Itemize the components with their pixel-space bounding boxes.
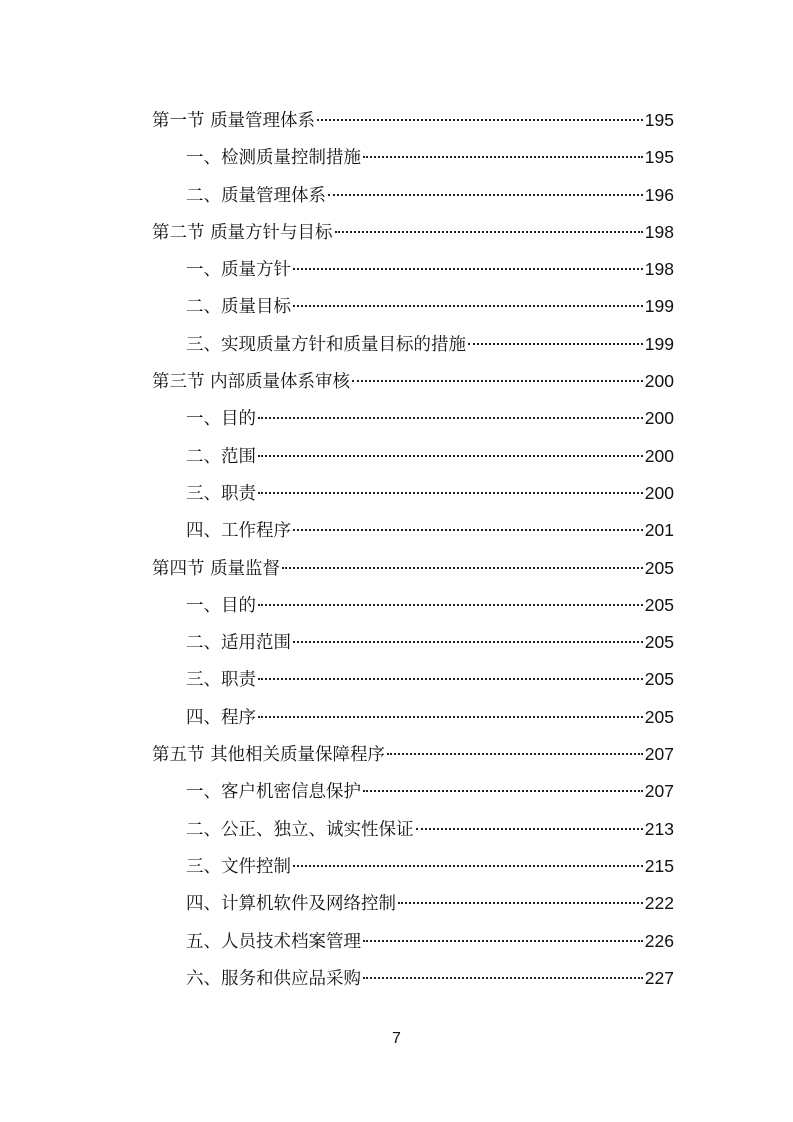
toc-entry-page: 207 <box>644 781 674 802</box>
toc-entry-page: 205 <box>644 669 674 690</box>
toc-entry-title: 一、目的 <box>186 409 256 430</box>
toc-entry-title: 一、目的 <box>186 595 256 616</box>
toc-entry-title: 四、程序 <box>186 707 256 728</box>
toc-entry-page: 222 <box>644 893 674 914</box>
toc-entry-page: 201 <box>644 520 674 541</box>
toc-subsection-entry[interactable] <box>152 885 674 922</box>
toc-entry-page: 198 <box>644 221 674 242</box>
toc-subsection-entry[interactable] <box>152 139 674 176</box>
toc-entry-title: 二、适用范围 <box>186 633 291 654</box>
toc-entry-title: 二、公正、独立、诚实性保证 <box>186 819 414 840</box>
dot-leader <box>317 119 643 121</box>
dot-leader <box>293 305 643 307</box>
toc-entry-title: 三、职责 <box>186 670 256 691</box>
toc-entry-title: 一、客户机密信息保护 <box>186 782 361 803</box>
toc-subsection-entry[interactable] <box>152 288 674 325</box>
toc-entry-title: 二、质量目标 <box>186 297 291 318</box>
dot-leader <box>416 828 643 830</box>
toc-entry-title: 六、服务和供应品采购 <box>186 968 361 989</box>
toc-subsection-entry[interactable] <box>152 438 674 475</box>
dot-leader <box>387 753 643 755</box>
dot-leader <box>293 529 643 531</box>
toc-section-entry[interactable] <box>152 550 674 587</box>
toc-subsection-entry[interactable] <box>152 661 674 698</box>
toc-subsection-entry[interactable] <box>152 326 674 363</box>
dot-leader <box>258 716 643 718</box>
toc-entry-title: 四、计算机软件及网络控制 <box>186 894 396 915</box>
dot-leader <box>335 231 643 233</box>
toc-entry-page: 198 <box>644 259 674 280</box>
toc-entry-title: 一、质量方针 <box>186 260 291 281</box>
dot-leader <box>258 604 643 606</box>
toc-entry-page: 200 <box>644 445 674 466</box>
toc-subsection-entry[interactable] <box>152 587 674 624</box>
toc-entry-page: 205 <box>644 594 674 615</box>
toc-section-entry[interactable] <box>152 214 674 251</box>
toc-entry-page: 226 <box>644 930 674 951</box>
toc-entry-page: 200 <box>644 408 674 429</box>
dot-leader <box>363 156 643 158</box>
toc-entry-title: 三、职责 <box>186 483 256 504</box>
toc-subsection-entry[interactable] <box>152 773 674 810</box>
toc-entry-title: 第三节 内部质量体系审核 <box>152 372 351 393</box>
page-number: 7 <box>392 1030 401 1047</box>
dot-leader <box>258 492 643 494</box>
toc-entry-page: 205 <box>644 557 674 578</box>
toc-entry-page: 196 <box>644 184 674 205</box>
toc-entry-page: 215 <box>644 855 674 876</box>
toc-subsection-entry[interactable] <box>152 177 674 214</box>
toc-entry-title: 二、范围 <box>186 446 256 467</box>
toc-entry-title: 四、工作程序 <box>186 521 291 542</box>
toc-entry-title: 二、质量管理体系 <box>186 185 326 206</box>
toc-subsection-entry[interactable] <box>152 811 674 848</box>
toc-entry-title: 第二节 质量方针与目标 <box>152 222 333 243</box>
toc-entry-title: 一、检测质量控制措施 <box>186 148 361 169</box>
dot-leader <box>258 417 643 419</box>
toc-subsection-entry[interactable] <box>152 512 674 549</box>
dot-leader <box>468 343 643 345</box>
toc-section-entry[interactable] <box>152 363 674 400</box>
dot-leader <box>363 790 643 792</box>
dot-leader <box>258 455 643 457</box>
toc-subsection-entry[interactable] <box>152 251 674 288</box>
toc-entry-title: 第五节 其他相关质量保障程序 <box>152 745 386 766</box>
dot-leader <box>398 902 643 904</box>
toc-entry-page: 213 <box>644 818 674 839</box>
toc-entry-page: 195 <box>644 147 674 168</box>
toc-entry-page: 199 <box>644 296 674 317</box>
toc-entry-page: 207 <box>644 744 674 765</box>
dot-leader <box>363 977 643 979</box>
toc-entry-title: 第一节 质量管理体系 <box>152 111 316 131</box>
toc-subsection-entry[interactable] <box>152 400 674 437</box>
toc-entry-page: 195 <box>644 110 674 130</box>
toc-entry-title: 三、文件控制 <box>186 856 291 877</box>
toc-entry-page: 227 <box>644 967 674 988</box>
dot-leader <box>352 380 643 382</box>
dot-leader <box>328 194 643 196</box>
toc-subsection-entry[interactable] <box>152 960 674 997</box>
toc-entry-title: 第四节 质量监督 <box>152 558 281 579</box>
dot-leader <box>293 641 643 643</box>
toc-entry-page: 199 <box>644 333 674 354</box>
toc-subsection-entry[interactable] <box>152 624 674 661</box>
toc-subsection-entry[interactable] <box>152 699 674 736</box>
dot-leader <box>363 940 643 942</box>
table-of-contents <box>152 102 674 997</box>
toc-entry-page: 205 <box>644 706 674 727</box>
dot-leader <box>293 865 643 867</box>
toc-entry-page: 200 <box>644 482 674 503</box>
toc-section-entry[interactable] <box>152 102 674 139</box>
dot-leader <box>258 678 643 680</box>
dot-leader <box>282 567 643 569</box>
toc-subsection-entry[interactable] <box>152 475 674 512</box>
toc-entry-title: 五、人员技术档案管理 <box>186 931 361 952</box>
toc-entry-page: 205 <box>644 632 674 653</box>
toc-entry-page: 200 <box>644 371 674 392</box>
toc-subsection-entry[interactable] <box>152 923 674 960</box>
toc-subsection-entry[interactable] <box>152 848 674 885</box>
toc-entry-title: 三、实现质量方针和质量目标的措施 <box>186 334 466 355</box>
toc-section-entry[interactable] <box>152 736 674 773</box>
dot-leader <box>293 268 643 270</box>
